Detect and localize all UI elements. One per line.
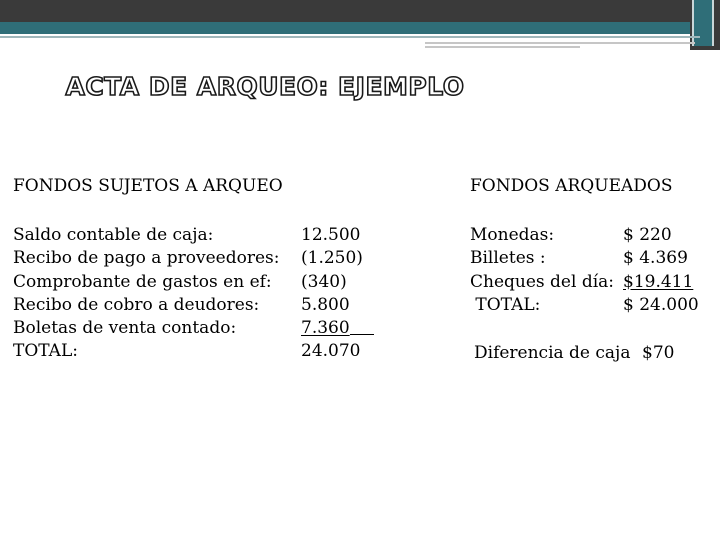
left-item-label: Recibo de cobro a deudores: <box>13 294 260 315</box>
decorative-line <box>425 46 580 48</box>
top-right-decorative-inner <box>692 0 714 46</box>
right-item-label: Cheques del día: <box>470 271 615 292</box>
left-item-label: Saldo contable de caja: <box>13 225 214 245</box>
right-item-value-underlined <box>623 271 699 294</box>
top-accent-bar <box>0 22 700 34</box>
right-item-value: $ 24.000 <box>623 294 699 315</box>
left-values-list <box>301 224 374 364</box>
top-decorative-bar <box>0 0 690 22</box>
left-labels-list <box>13 224 280 364</box>
right-item-label: TOTAL: <box>470 294 541 315</box>
left-item-value: 24.070 <box>301 341 361 362</box>
left-item-value: (340) <box>301 271 347 292</box>
decorative-line <box>0 36 700 38</box>
slide-title <box>0 72 530 101</box>
left-item-value-underlined <box>301 317 374 340</box>
left-item-label: Comprobante de gastos en ef: <box>13 271 272 292</box>
left-item-value: 7.360 <box>301 318 350 339</box>
left-heading: FONDOS SUJETOS A ARQUEO <box>13 176 283 196</box>
right-item-value: $ 220 <box>623 225 672 245</box>
right-item-value: $19.411 <box>623 271 694 292</box>
right-item-value: $ 4.369 <box>623 248 688 269</box>
right-labels-list <box>470 224 614 317</box>
right-item-label: Billetes : <box>470 248 546 269</box>
decorative-line <box>425 42 695 44</box>
left-item-value: (1.250) <box>301 248 363 269</box>
underline-rule <box>350 317 374 335</box>
right-item-label: Monedas: <box>470 225 555 245</box>
difference-value: $70 <box>642 343 675 363</box>
left-item-label: Boletas de venta contado: <box>13 318 237 339</box>
slide-title-text: ACTA DE ARQUEO: EJEMPLO <box>65 72 465 101</box>
right-heading: FONDOS ARQUEADOS <box>470 176 673 196</box>
left-item-value: 5.800 <box>301 294 350 315</box>
left-item-label: TOTAL: <box>13 341 78 362</box>
left-item-value: 12.500 <box>301 225 361 245</box>
left-item-label: Recibo de pago a proveedores: <box>13 248 280 269</box>
difference-label: Diferencia de caja <box>474 343 631 363</box>
right-values-list <box>623 224 699 317</box>
